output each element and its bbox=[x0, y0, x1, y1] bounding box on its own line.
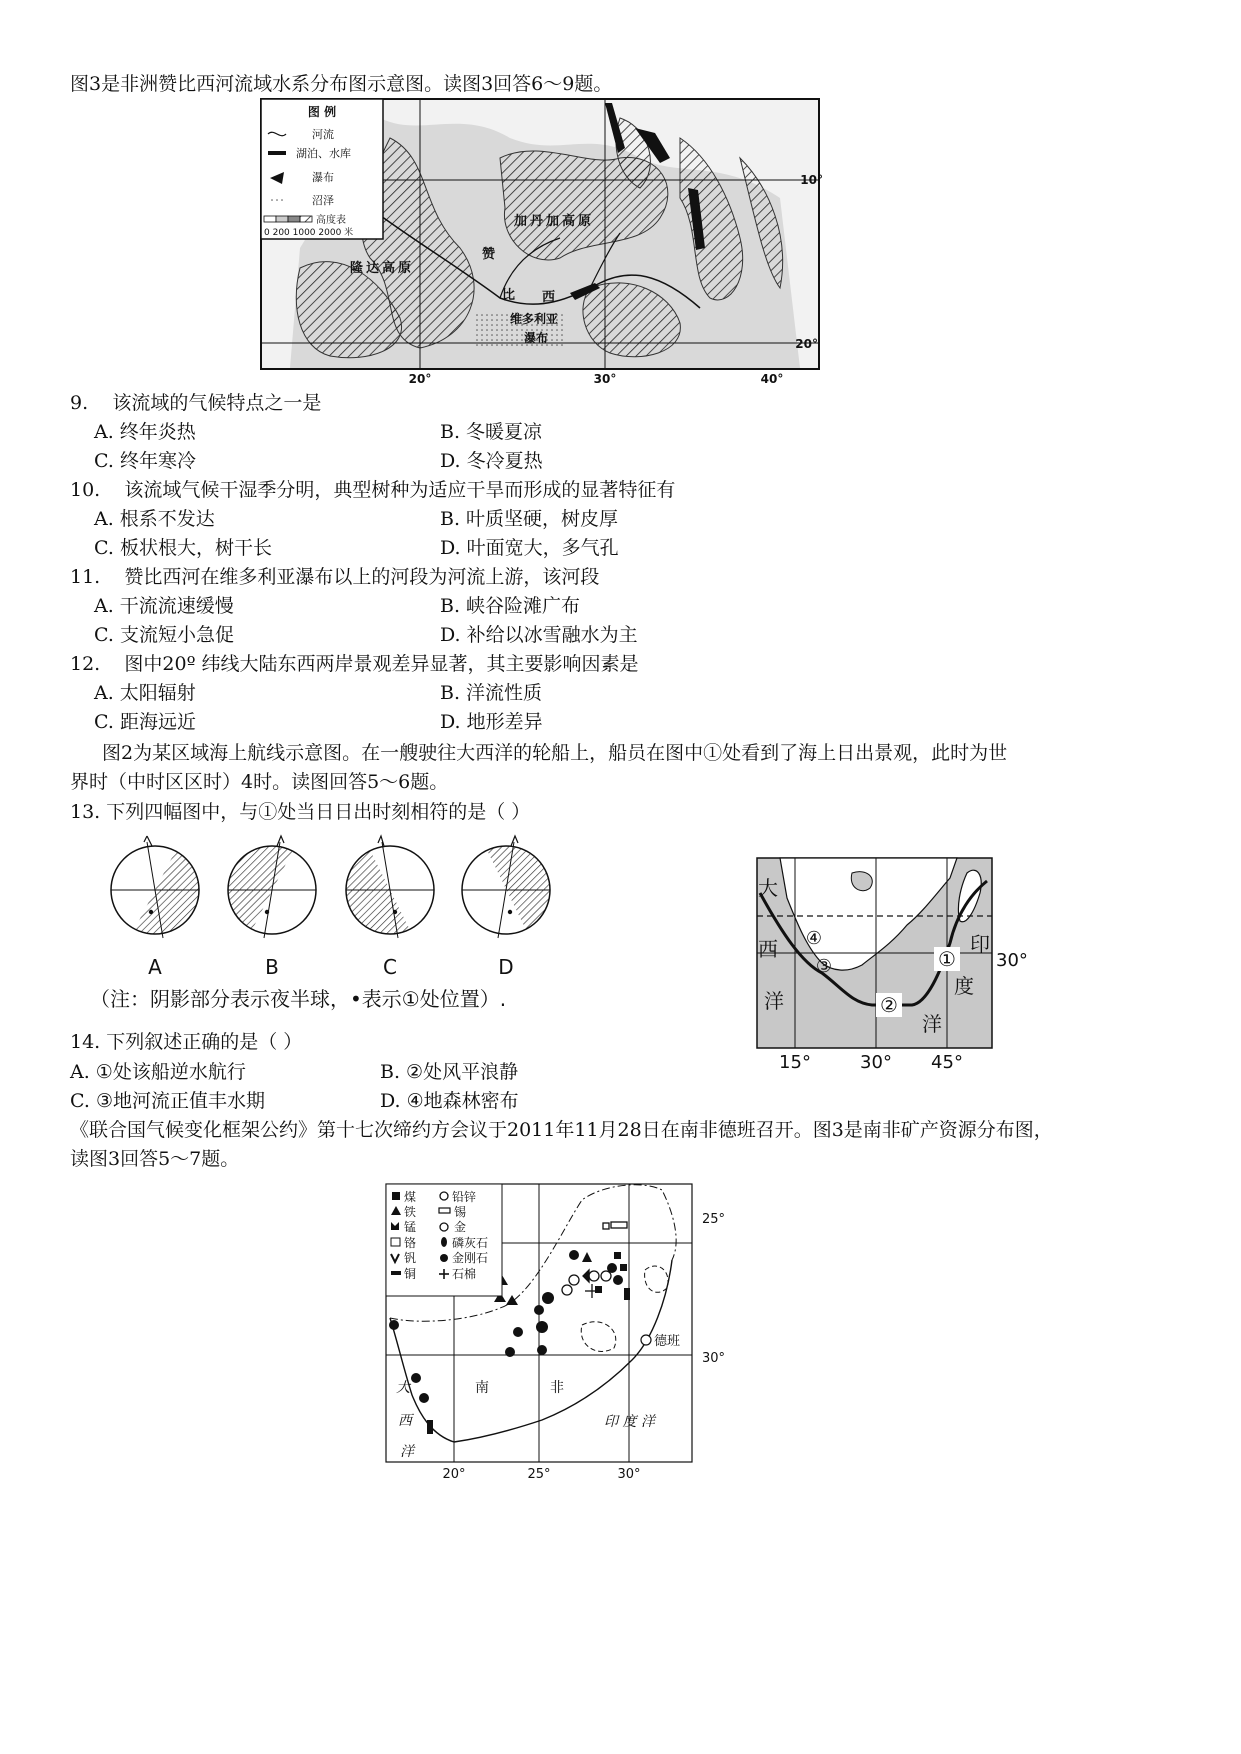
intro-text-1: 图3是非洲赞比西河流域水系分布图示意图。读图3回答6～9题。 bbox=[70, 73, 613, 95]
label-atlantic-1: 大 bbox=[396, 1380, 410, 1396]
legend-chromium: 铬 bbox=[404, 1236, 417, 1250]
intro-text-3-line-2: 读图3回答5～7题。 bbox=[70, 1148, 240, 1170]
lat-label-30: 30° bbox=[996, 950, 1028, 971]
q9-stem: 9. 该流域的气候特点之一是 bbox=[70, 392, 322, 414]
label-katanga-plateau: 加丹加高原 bbox=[514, 214, 595, 229]
q11-option-d[interactable]: D. 补给以冰雪融水为主 bbox=[440, 624, 638, 646]
point-1: ① bbox=[938, 947, 956, 971]
intro-text-2-line-2: 界时（中时区区时）4时。读图回答5～6题。 bbox=[70, 771, 449, 793]
legend-phosphate: 磷灰石 bbox=[452, 1236, 489, 1250]
q12-stem: 12. 图中20º 纬线大陆东西两岸景观差异显著，其主要影响因素是 bbox=[70, 653, 639, 675]
q9-option-c[interactable]: C. 终年寒冷 bbox=[94, 450, 196, 472]
label-indian-ocean: 印 度 洋 bbox=[604, 1414, 655, 1430]
globe-d bbox=[462, 836, 550, 979]
legend-scale-label: 高度表 bbox=[316, 215, 346, 226]
q12-option-b[interactable]: B. 洋流性质 bbox=[440, 682, 543, 704]
label-indian-2: 度 bbox=[954, 974, 974, 998]
point-3: ③ bbox=[815, 956, 833, 977]
q14-option-c[interactable]: C. ③地河流正值丰水期 bbox=[70, 1090, 265, 1112]
q9-option-d[interactable]: D. 冬冷夏热 bbox=[440, 450, 543, 472]
q11-option-c[interactable]: C. 支流短小急促 bbox=[94, 624, 234, 646]
legend-lake: 湖泊、水库 bbox=[296, 147, 351, 160]
lat-label-10: 10° bbox=[800, 173, 823, 187]
legend-diamond: 金刚石 bbox=[452, 1251, 489, 1265]
label-atlantic-2: 西 bbox=[398, 1413, 412, 1429]
label-atlantic-3: 洋 bbox=[400, 1444, 414, 1460]
q10-option-d[interactable]: D. 叶面宽大，多气孔 bbox=[440, 537, 619, 559]
intro-text-2-line-1: 图2为某区域海上航线示意图。在一艘驶往大西洋的轮船上，船员在图中①处看到了海上日出景观，此时为世 bbox=[102, 742, 1008, 764]
lat-label-25: 25° bbox=[702, 1212, 726, 1227]
point-4: ④ bbox=[805, 928, 823, 949]
label-lunda-plateau: 隆达高原 bbox=[350, 261, 415, 276]
label-zambezi-1: 赞 bbox=[482, 247, 496, 262]
lat-label-30: 30° bbox=[702, 1351, 726, 1366]
lon-label-30: 30° bbox=[617, 1467, 641, 1482]
lon-label-40: 40° bbox=[760, 372, 784, 386]
lon-label-15: 15° bbox=[779, 1052, 811, 1073]
globe-note: （注：阴影部分表示夜半球，•表示①处位置）. bbox=[90, 987, 507, 1011]
legend-asbestos: 石棉 bbox=[452, 1267, 477, 1281]
q10-option-a[interactable]: A. 根系不发达 bbox=[94, 508, 215, 530]
globe-c-label: C bbox=[383, 955, 397, 979]
legend-gold: 金 bbox=[454, 1220, 467, 1234]
label-durban: 德班 bbox=[654, 1334, 681, 1349]
q12-option-d[interactable]: D. 地形差异 bbox=[440, 711, 543, 733]
legend-manganese: 锰 bbox=[404, 1220, 417, 1234]
label-falls: 瀑布 bbox=[524, 331, 549, 345]
label-atlantic-1: 大 bbox=[758, 876, 778, 900]
lon-label-25: 25° bbox=[527, 1467, 551, 1482]
q14-option-b[interactable]: B. ②处风平浪静 bbox=[380, 1061, 519, 1083]
legend-vanadium: 钒 bbox=[404, 1251, 417, 1265]
label-atlantic-2: 西 bbox=[758, 937, 778, 961]
lon-label-30: 30° bbox=[593, 372, 617, 386]
globe-options-diagram bbox=[90, 838, 620, 1028]
globe-b bbox=[228, 836, 316, 979]
south-africa-minerals-map bbox=[382, 1180, 742, 1480]
q14-option-a[interactable]: A. ①处该船逆水航行 bbox=[70, 1061, 246, 1083]
q11-option-b[interactable]: B. 峡谷险滩广布 bbox=[440, 595, 581, 617]
point-2: ② bbox=[880, 993, 898, 1017]
q10-option-c[interactable]: C. 板状根大，树干长 bbox=[94, 537, 272, 559]
legend-lead-zinc: 铅锌 bbox=[452, 1190, 477, 1204]
label-south: 南 bbox=[475, 1380, 489, 1396]
q12-option-c[interactable]: C. 距海远近 bbox=[94, 711, 196, 733]
q14-stem: 14. 下列叙述正确的是（ ） bbox=[70, 1031, 303, 1053]
lon-label-30: 30° bbox=[860, 1052, 892, 1073]
intro-text-3-line-1: 《联合国气候变化框架公约》第十七次缔约方会议于2011年11月28日在南非德班召开。图3是南非矿产资源分布图， bbox=[70, 1119, 1053, 1141]
lat-label-20: 20° bbox=[795, 337, 818, 351]
globe-a bbox=[111, 836, 205, 979]
legend-title: 图 例 bbox=[307, 105, 337, 119]
globe-d-label: D bbox=[498, 955, 514, 979]
q11-stem: 11. 赞比西河在维多利亚瀑布以上的河段为河流上游，该河段 bbox=[70, 566, 600, 588]
label-indian-1: 印 bbox=[970, 932, 990, 956]
label-victoria: 维多利亚 bbox=[510, 312, 559, 326]
q9-option-a[interactable]: A. 终年炎热 bbox=[94, 421, 196, 443]
legend-swamp: 沼泽 bbox=[312, 194, 334, 207]
legend-copper: 铜 bbox=[404, 1267, 417, 1281]
zambezi-basin-map bbox=[260, 98, 823, 386]
q13-stem: 13. 下列四幅图中，与①处当日日出时刻相符的是（ ） bbox=[70, 801, 531, 823]
lon-label-20: 20° bbox=[408, 372, 432, 386]
q10-option-b[interactable]: B. 叶质坚硬，树皮厚 bbox=[440, 508, 619, 530]
label-atlantic-3: 洋 bbox=[764, 989, 784, 1013]
legend-tin: 锡 bbox=[454, 1205, 467, 1219]
label-indian-3: 洋 bbox=[922, 1012, 942, 1036]
globe-c bbox=[346, 836, 434, 979]
q11-option-a[interactable]: A. 干流流速缓慢 bbox=[94, 595, 234, 617]
sea-route-map bbox=[752, 853, 1042, 1088]
lon-label-20: 20° bbox=[442, 1467, 466, 1482]
q14-option-d[interactable]: D. ④地森林密布 bbox=[380, 1090, 519, 1112]
q9-option-b[interactable]: B. 冬暖夏凉 bbox=[440, 421, 543, 443]
legend-coal: 煤 bbox=[404, 1190, 417, 1204]
globe-b-label: B bbox=[265, 955, 279, 979]
lon-label-45: 45° bbox=[931, 1052, 963, 1073]
legend-scale-ticks: 0 200 1000 2000 米 bbox=[264, 228, 354, 238]
globe-a-label: A bbox=[148, 955, 162, 979]
legend-waterfall: 瀑布 bbox=[312, 171, 334, 184]
label-zambezi-3: 西 bbox=[542, 290, 556, 305]
label-africa: 非 bbox=[550, 1380, 564, 1396]
q10-stem: 10. 该流域气候干湿季分明，典型树种为适应干旱而形成的显著特征有 bbox=[70, 479, 676, 501]
label-zambezi-2: 比 bbox=[502, 288, 516, 303]
legend-iron: 铁 bbox=[404, 1205, 417, 1219]
q12-option-a[interactable]: A. 太阳辐射 bbox=[94, 682, 196, 704]
legend-river: 河流 bbox=[312, 128, 334, 141]
